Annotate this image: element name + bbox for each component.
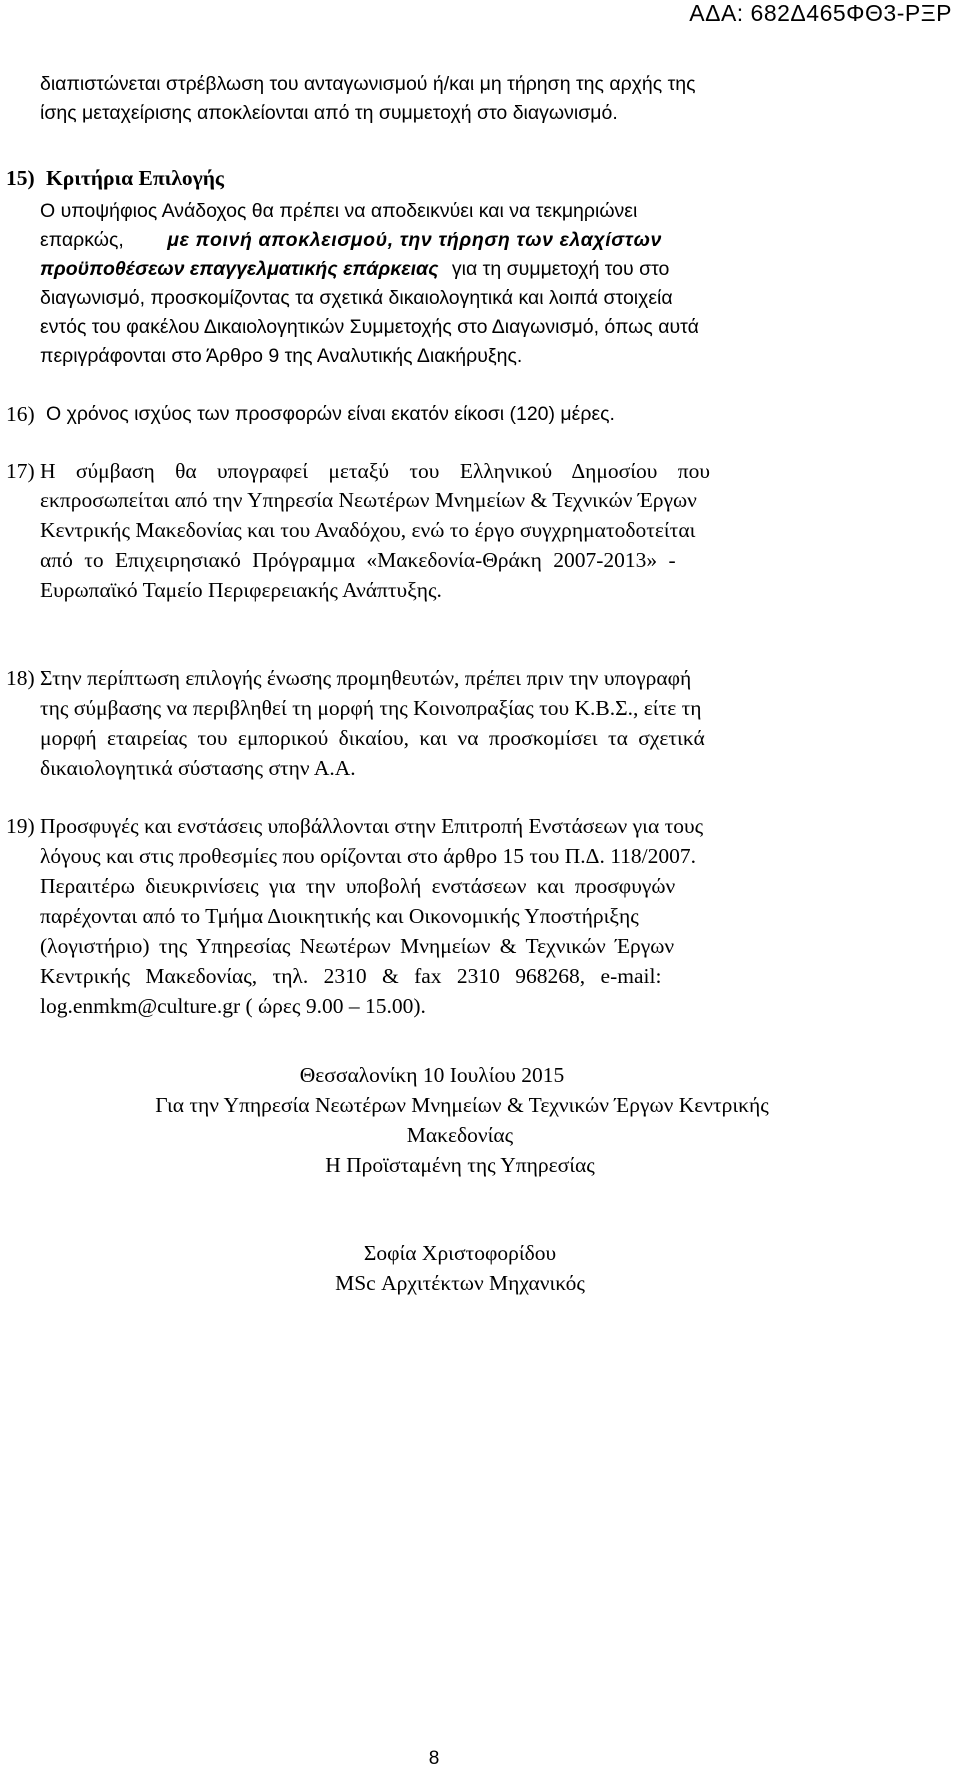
section-15-line-1: Ο υποψήφιος Ανάδοχος θα πρέπει να αποδεικνύει και να τεκμηριώνει: [40, 200, 638, 222]
section-17-number: 17): [6, 459, 35, 483]
section-17-line-2: εκπροσωπείται από την Υπηρεσία Νεωτέρων Μνημείων & Τεχνικών Έργων: [40, 488, 697, 512]
section-15-line-2: επαρκώς, με ποινή αποκλεισμού, την τήρηση των ελαχίστων: [40, 229, 662, 251]
section-18-line-3: μορφή εταιρείας του εμπορικού δικαίου, και να προσκομίσει τα σχετικά: [40, 726, 705, 750]
continuation-line-1: διαπιστώνεται στρέβλωση του ανταγωνισμού ή/και μη τήρηση της αρχής της: [40, 73, 696, 95]
section-15-line-3: προϋποθέσεων επαγγελματικής επάρκειας για τη συμμετοχή του στο: [40, 258, 670, 280]
signature-for-line-1: Για την Υπηρεσία Νεωτέρων Μνημείων & Τεχνικών Έργων Κεντρικής: [155, 1093, 769, 1117]
section-18-line-1: Στην περίπτωση επιλογής ένωσης προμηθευτών, πρέπει πριν την υπογραφή: [40, 666, 692, 690]
section-19-line-1: Προσφυγές και ενστάσεις υποβάλλονται στην Επιτροπή Ενστάσεων για τους: [40, 814, 704, 838]
section-18-line-4: δικαιολογητικά σύστασης στην Α.Α.: [40, 756, 356, 780]
page-number: 8: [428, 1748, 440, 1769]
signature-role: Η Προϊσταμένη της Υπηρεσίας: [325, 1153, 595, 1177]
section-15-line-5: εντός του φακέλου Δικαιολογητικών Συμμετοχής στο Διαγωνισμό, όπως αυτά: [40, 316, 699, 338]
section-18-line-2: της σύμβασης να περιβληθεί τη μορφή της Κοινοπραξίας του Κ.Β.Σ., είτε τη: [40, 696, 702, 720]
section-19-line-5: (λογιστήριο) της Υπηρεσίας Νεωτέρων Μνημείων & Τεχνικών Έργων: [40, 934, 675, 958]
section-18-number: 18): [6, 666, 35, 690]
ada-code: ΑΔΑ: 682Δ465ΦΘ3-ΡΞΡ: [689, 0, 952, 26]
section-19-line-3: Περαιτέρω διευκρινίσεις για την υποβολή ενστάσεων και προσφυγών: [40, 874, 676, 898]
section-17-line-3: Κεντρικής Μακεδονίας και του Αναδόχου, ενώ το έργο συγχρηματοδοτείται: [40, 518, 696, 542]
continuation-line-2: ίσης μεταχείρισης αποκλείονται από τη συμμετοχή στο διαγωνισμό.: [40, 102, 618, 124]
section-19-line-4: παρέχονται από το Τμήμα Διοικητικής και Οικονομικής Υποστήριξης: [40, 904, 639, 928]
signature-for-line-2: Μακεδονίας: [406, 1123, 514, 1147]
section-15-number: 15): [6, 166, 35, 190]
section-16-number: 16): [6, 402, 35, 426]
section-19-line-7: log.enmkm@culture.gr ( ώρες 9.00 – 15.00).: [40, 994, 426, 1018]
section-15-line-6: περιγράφονται στο Άρθρο 9 της Αναλυτικής Διακήρυξης.: [40, 345, 523, 367]
section-15-title: Κριτήρια Επιλογής: [46, 166, 224, 190]
section-19-line-2: λόγους και στις προθεσμίες που ορίζονται στο άρθρο 15 του Π.Δ. 118/2007.: [40, 844, 697, 868]
signatory-title: MSc Αρχιτέκτων Μηχανικός: [335, 1271, 585, 1295]
penalty-text: με ποινή αποκλεισμού, την τήρηση των ελαχίστων: [167, 229, 662, 251]
section-17-line-1: Η σύμβαση θα υπογραφεί μεταξύ του Ελληνικού Δημοσίου που: [40, 459, 711, 483]
requirements-text: προϋποθέσεων επαγγελματικής επάρκειας: [40, 258, 439, 280]
section-17-line-5: Ευρωπαϊκό Ταμείο Περιφερειακής Ανάπτυξης.: [40, 578, 442, 602]
signatory-name: Σοφία Χριστοφορίδου: [363, 1241, 557, 1265]
section-15-line-4: διαγωνισμό, προσκομίζοντας τα σχετικά δικαιολογητικά και λοιπά στοιχεία: [40, 287, 673, 309]
section-16-text: Ο χρόνος ισχύος των προσφορών είναι εκατόν είκοσι (120) μέρες.: [46, 403, 615, 425]
section-17-line-4: από το Επιχειρησιακό Πρόγραμμα «Μακεδονία-Θράκη 2007-2013» -: [40, 548, 676, 572]
section-19-number: 19): [6, 814, 35, 838]
place-date: Θεσσαλονίκη 10 Ιουλίου 2015: [299, 1063, 565, 1087]
section-19-line-6: Κεντρικής Μακεδονίας, τηλ. 2310 & fax 2310 968268, e-mail:: [40, 964, 662, 988]
